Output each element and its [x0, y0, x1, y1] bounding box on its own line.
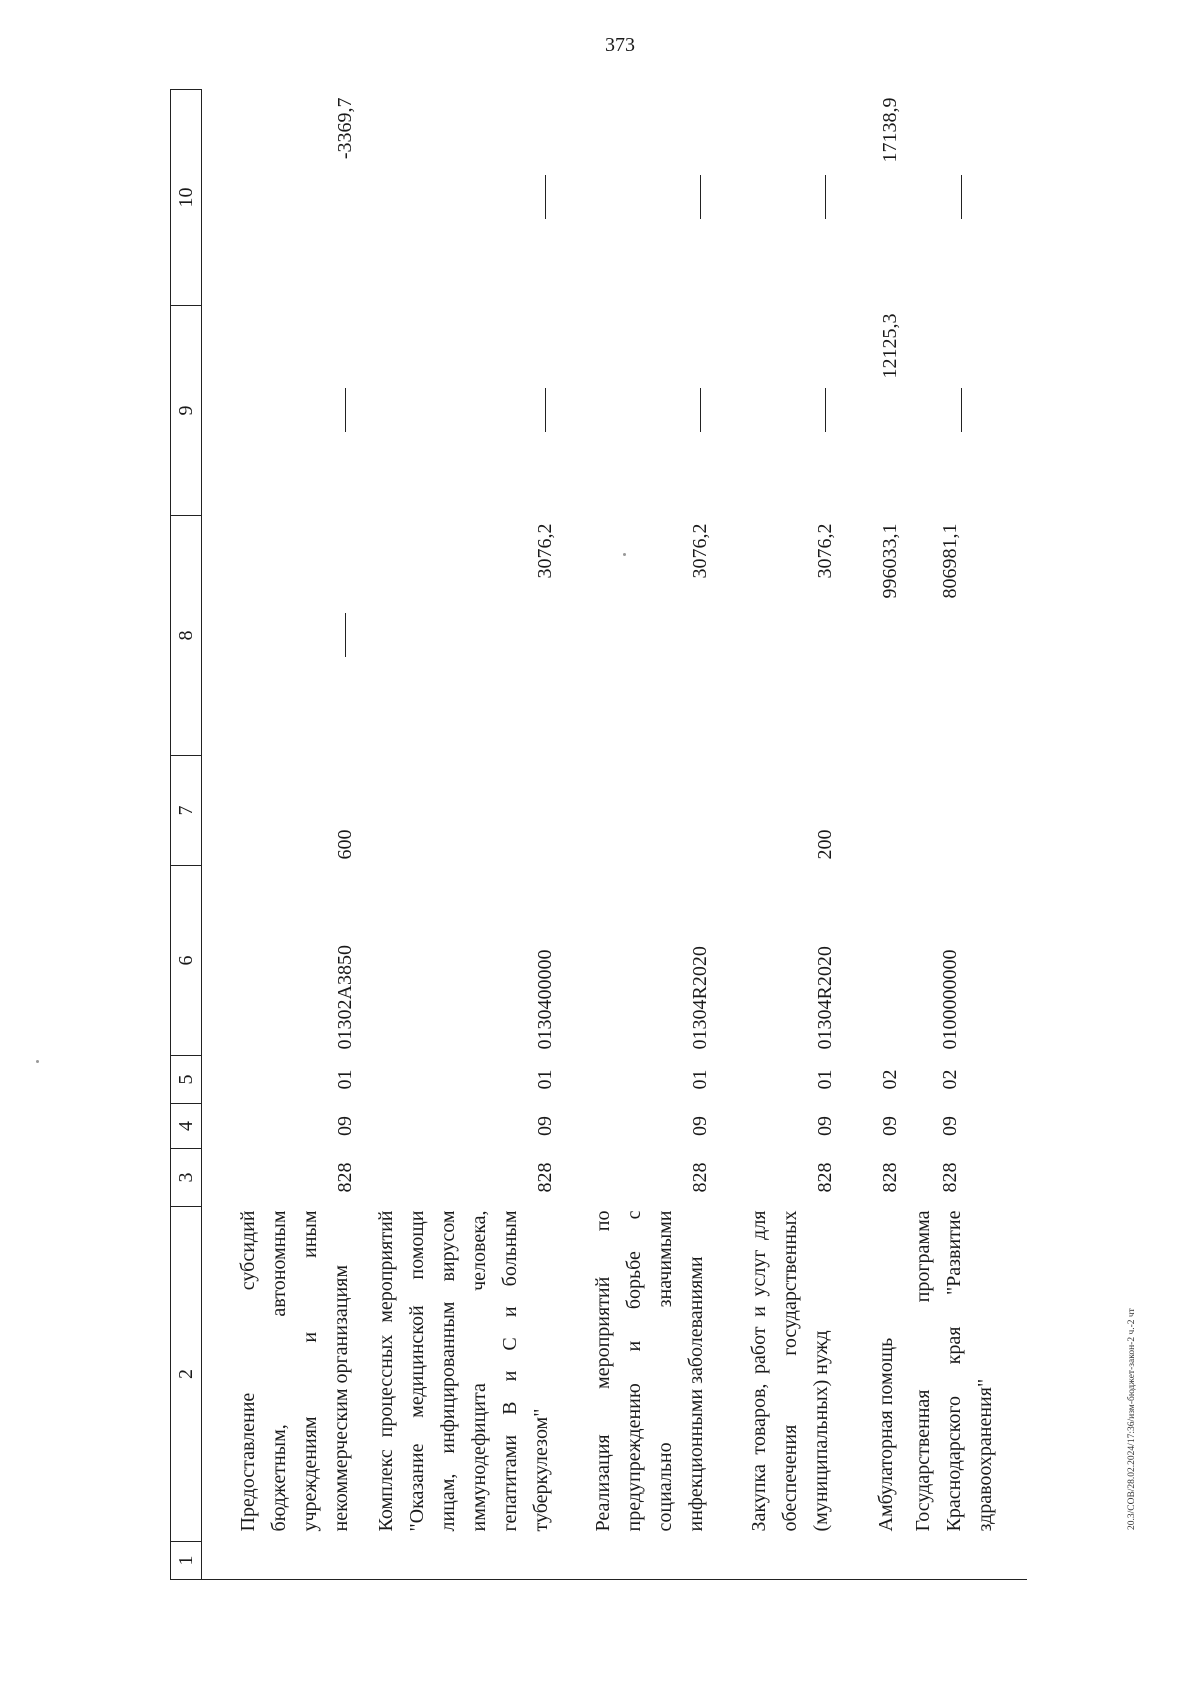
row-cell: 01 — [333, 1069, 356, 1090]
row-cell: 09 — [533, 1116, 556, 1136]
dash-cell — [902, 306, 1027, 516]
row-cell: 09 — [333, 1116, 356, 1136]
row-cell: 0130400000 — [533, 949, 556, 1050]
header-cell: 6 — [171, 866, 202, 1056]
dash-cell — [202, 516, 357, 756]
header-cell: 7 — [171, 756, 202, 866]
table-row — [837, 90, 902, 1580]
dash-cell — [557, 306, 712, 516]
header-cell: 10 — [171, 90, 202, 306]
row-name: Государственная программа Краснодарского края "Развитие здравоохранения" — [911, 1210, 996, 1532]
row-cell: 01 — [813, 1069, 836, 1090]
dash-cell — [202, 306, 357, 516]
row-cell — [357, 756, 557, 866]
row-cell: 200 — [813, 829, 836, 860]
table-row — [712, 90, 837, 1580]
row-name: Амбулаторная помощь — [874, 1337, 897, 1532]
table-row — [902, 90, 1027, 1580]
dash-cell — [712, 306, 837, 516]
row-cell — [837, 756, 902, 866]
dash-cell — [557, 90, 712, 306]
table-row — [202, 90, 357, 1580]
row-cell — [902, 1542, 1027, 1580]
header-cell: 5 — [171, 1056, 202, 1104]
header-cell: 8 — [171, 516, 202, 756]
row-cell: 828 — [878, 1162, 901, 1193]
row-cell: 828 — [688, 1162, 711, 1193]
row-cell: 828 — [533, 1162, 556, 1193]
row-cell: 0100000000 — [938, 949, 961, 1050]
row-cell: 01304R2020 — [813, 946, 836, 1050]
row-cell: 02 — [938, 1069, 961, 1090]
row-cell: 01 — [533, 1069, 556, 1090]
budget-table — [170, 89, 1027, 1580]
dash-cell — [357, 90, 557, 306]
row-name: Комплекс процессных мероприятий "Оказание медицинской помощи лицам, инфицированным вирусом иммунодефицита человека, гепатитами В и С и больным туберкулезом" — [374, 1210, 552, 1532]
row-cell: 17138,9 — [878, 97, 901, 163]
scan-speck — [36, 1060, 39, 1063]
row-cell: 3076,2 — [533, 523, 556, 579]
row-cell: 3076,2 — [813, 523, 836, 579]
row-cell — [837, 1542, 902, 1580]
row-cell: 3076,2 — [688, 523, 711, 579]
header-cell: 4 — [171, 1104, 202, 1149]
page-number: 373 — [605, 34, 635, 56]
row-cell: 996033,1 — [878, 523, 901, 599]
row-cell: 600 — [333, 829, 356, 860]
header-cell: 1 — [171, 1542, 202, 1580]
row-cell: -3369,7 — [333, 97, 356, 160]
row-name: Предоставление субсидий бюджетным, автономным учреждениям и иным некоммерческим организациям — [236, 1210, 352, 1532]
row-cell: 01302А3850 — [333, 945, 356, 1050]
row-cell: 12125,3 — [878, 313, 901, 379]
row-cell: 09 — [688, 1116, 711, 1136]
row-cell: 02 — [878, 1069, 901, 1090]
row-cell: 09 — [813, 1116, 836, 1136]
dash-cell — [902, 90, 1027, 306]
row-name: Реализация мероприятий по предупреждению и борьбе с социально значимыми инфекционными заболеваниями — [591, 1210, 707, 1532]
table-row — [557, 90, 712, 1580]
row-cell — [202, 1542, 357, 1580]
budget-table-rotated — [170, 90, 1030, 1580]
dash-cell — [712, 90, 837, 306]
header-cell: 3 — [171, 1149, 202, 1207]
table-row — [357, 90, 557, 1580]
row-cell: 806981,1 — [938, 523, 961, 599]
row-cell — [357, 1542, 557, 1580]
row-cell: 01304R2020 — [688, 946, 711, 1050]
row-cell: 828 — [333, 1162, 356, 1193]
row-name: Закупка товаров, работ и услуг для обеспечения государственных (муниципальных) нужд — [747, 1210, 832, 1532]
footer-stamp: 20.3/СОВ/28.02.2024/17:36/изм-бюджет-закон-2 ч.-2 чт — [1127, 1308, 1137, 1530]
row-cell: 01 — [688, 1069, 711, 1090]
dash-cell — [357, 306, 557, 516]
row-cell — [557, 756, 712, 866]
row-cell — [837, 866, 902, 1056]
header-cell: 9 — [171, 306, 202, 516]
row-cell: 09 — [938, 1116, 961, 1136]
row-cell: 828 — [938, 1162, 961, 1193]
row-cell — [557, 1542, 712, 1580]
row-cell: 828 — [813, 1162, 836, 1193]
header-row — [171, 90, 202, 1580]
header-cell: 2 — [171, 1207, 202, 1542]
row-cell: 09 — [878, 1116, 901, 1136]
row-cell — [902, 756, 1027, 866]
row-cell — [712, 1542, 837, 1580]
